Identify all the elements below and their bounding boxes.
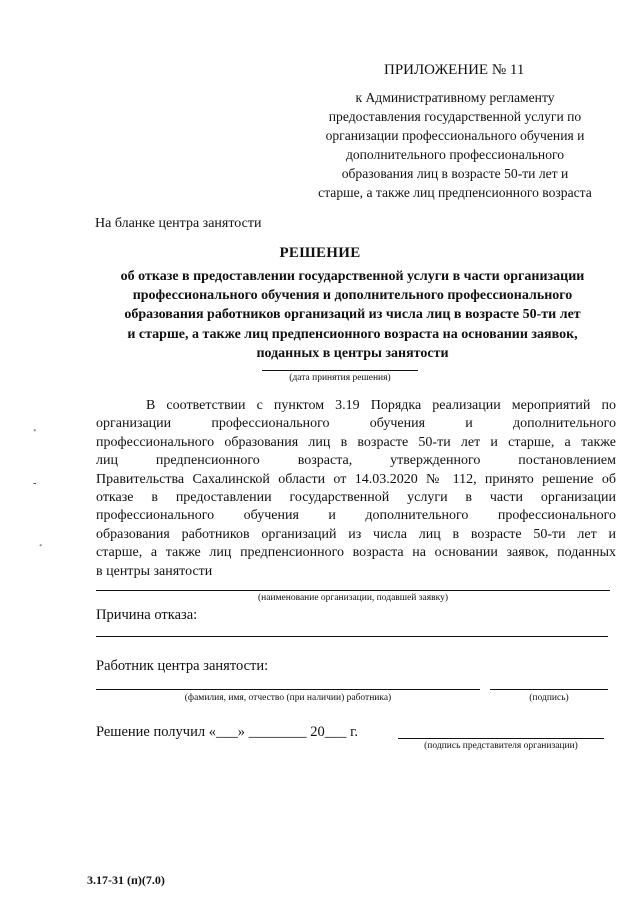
body-line: профессионального обучения и дополнительного профессионального (96, 508, 616, 524)
body-line: отказе в предоставлении государственной услуги в части организации (96, 490, 616, 506)
decision-subtitle (80, 267, 625, 363)
decision-subtitle-line: профессионального обучения и дополнительного профессионального (132, 288, 573, 304)
body-line: Правительства Сахалинской области от 14.03.2020 № 112, принято решение об (96, 471, 616, 487)
regulation-reference (290, 88, 620, 202)
regulation-line: старше, а также лиц предпенсионного возраста (318, 185, 592, 200)
body-line: лиц предпенсионного возраста, утвержденного постановлением (96, 453, 616, 469)
regulation-line: предоставления государственной услуги по (328, 109, 582, 124)
scan-mark: - (33, 478, 37, 489)
decision-body (96, 397, 616, 581)
decision-title: РЕШЕНИЕ (279, 245, 361, 261)
employee-name-line[interactable] (96, 689, 480, 690)
employee-name-caption: (фамилия, имя, отчество (при наличии) работника) (184, 693, 392, 703)
regulation-line: дополнительного профессионального (345, 147, 565, 162)
decision-subtitle-line: образования работников организаций из числа лиц в возрасте 50-ти лет (124, 307, 581, 323)
annex-title: ПРИЛОЖЕНИЕ № 11 (384, 62, 525, 78)
organization-name-line[interactable] (96, 590, 610, 591)
decision-subtitle-line: и старше, а также лиц предпенсионного возраста на основании заявок, (127, 326, 578, 342)
scan-mark: ﾞ (39, 545, 44, 556)
representative-signature-caption: (подпись представителя организации) (424, 741, 578, 751)
refusal-reason-line[interactable] (96, 636, 608, 637)
refusal-reason-label: Причина отказа: (96, 607, 198, 623)
body-line: образования работников организаций из числа лиц в возрасте 50-ти лет и (96, 526, 616, 542)
decision-date-caption: (дата принятия решения) (289, 373, 391, 383)
body-line: организации профессионального обучения и дополнительного (96, 416, 616, 432)
decision-subtitle-line: поданных в центры занятости (256, 345, 449, 361)
employee-signature-line[interactable] (490, 689, 608, 690)
organization-name-caption: (наименование организации, подавшей заявку) (257, 593, 448, 603)
body-line: профессионального образования лиц в возрасте 50-ти лет и старше, а также (96, 434, 616, 450)
employee-signature-caption: (подпись) (529, 693, 569, 703)
representative-signature-line[interactable] (398, 738, 604, 739)
letterhead-note: На бланке центра занятости (95, 216, 262, 231)
body-line: В соответствии с пунктом 3.19 Порядка реализации мероприятий по (146, 398, 616, 413)
regulation-line: организации профессионального обучения и (325, 128, 585, 143)
regulation-line: к Административному регламенту (355, 90, 555, 105)
regulation-line: образования лиц в возрасте 50-ти лет и (341, 166, 569, 181)
decision-received-label: Решение получил «___» ________ 20___ г. (96, 724, 359, 740)
body-line: старше, а также лиц предпенсионного возраста на основании заявок, поданных (96, 545, 616, 561)
body-line: в центры занятости (96, 563, 213, 579)
form-code: 3.17-31 (п)(7.0) (87, 873, 165, 887)
employee-label: Работник центра занятости: (96, 658, 269, 674)
decision-date-line (262, 370, 418, 371)
decision-subtitle-line: об отказе в предоставлении государственной услуги в части организации (120, 269, 585, 284)
scan-mark: ﾞ (33, 430, 38, 441)
